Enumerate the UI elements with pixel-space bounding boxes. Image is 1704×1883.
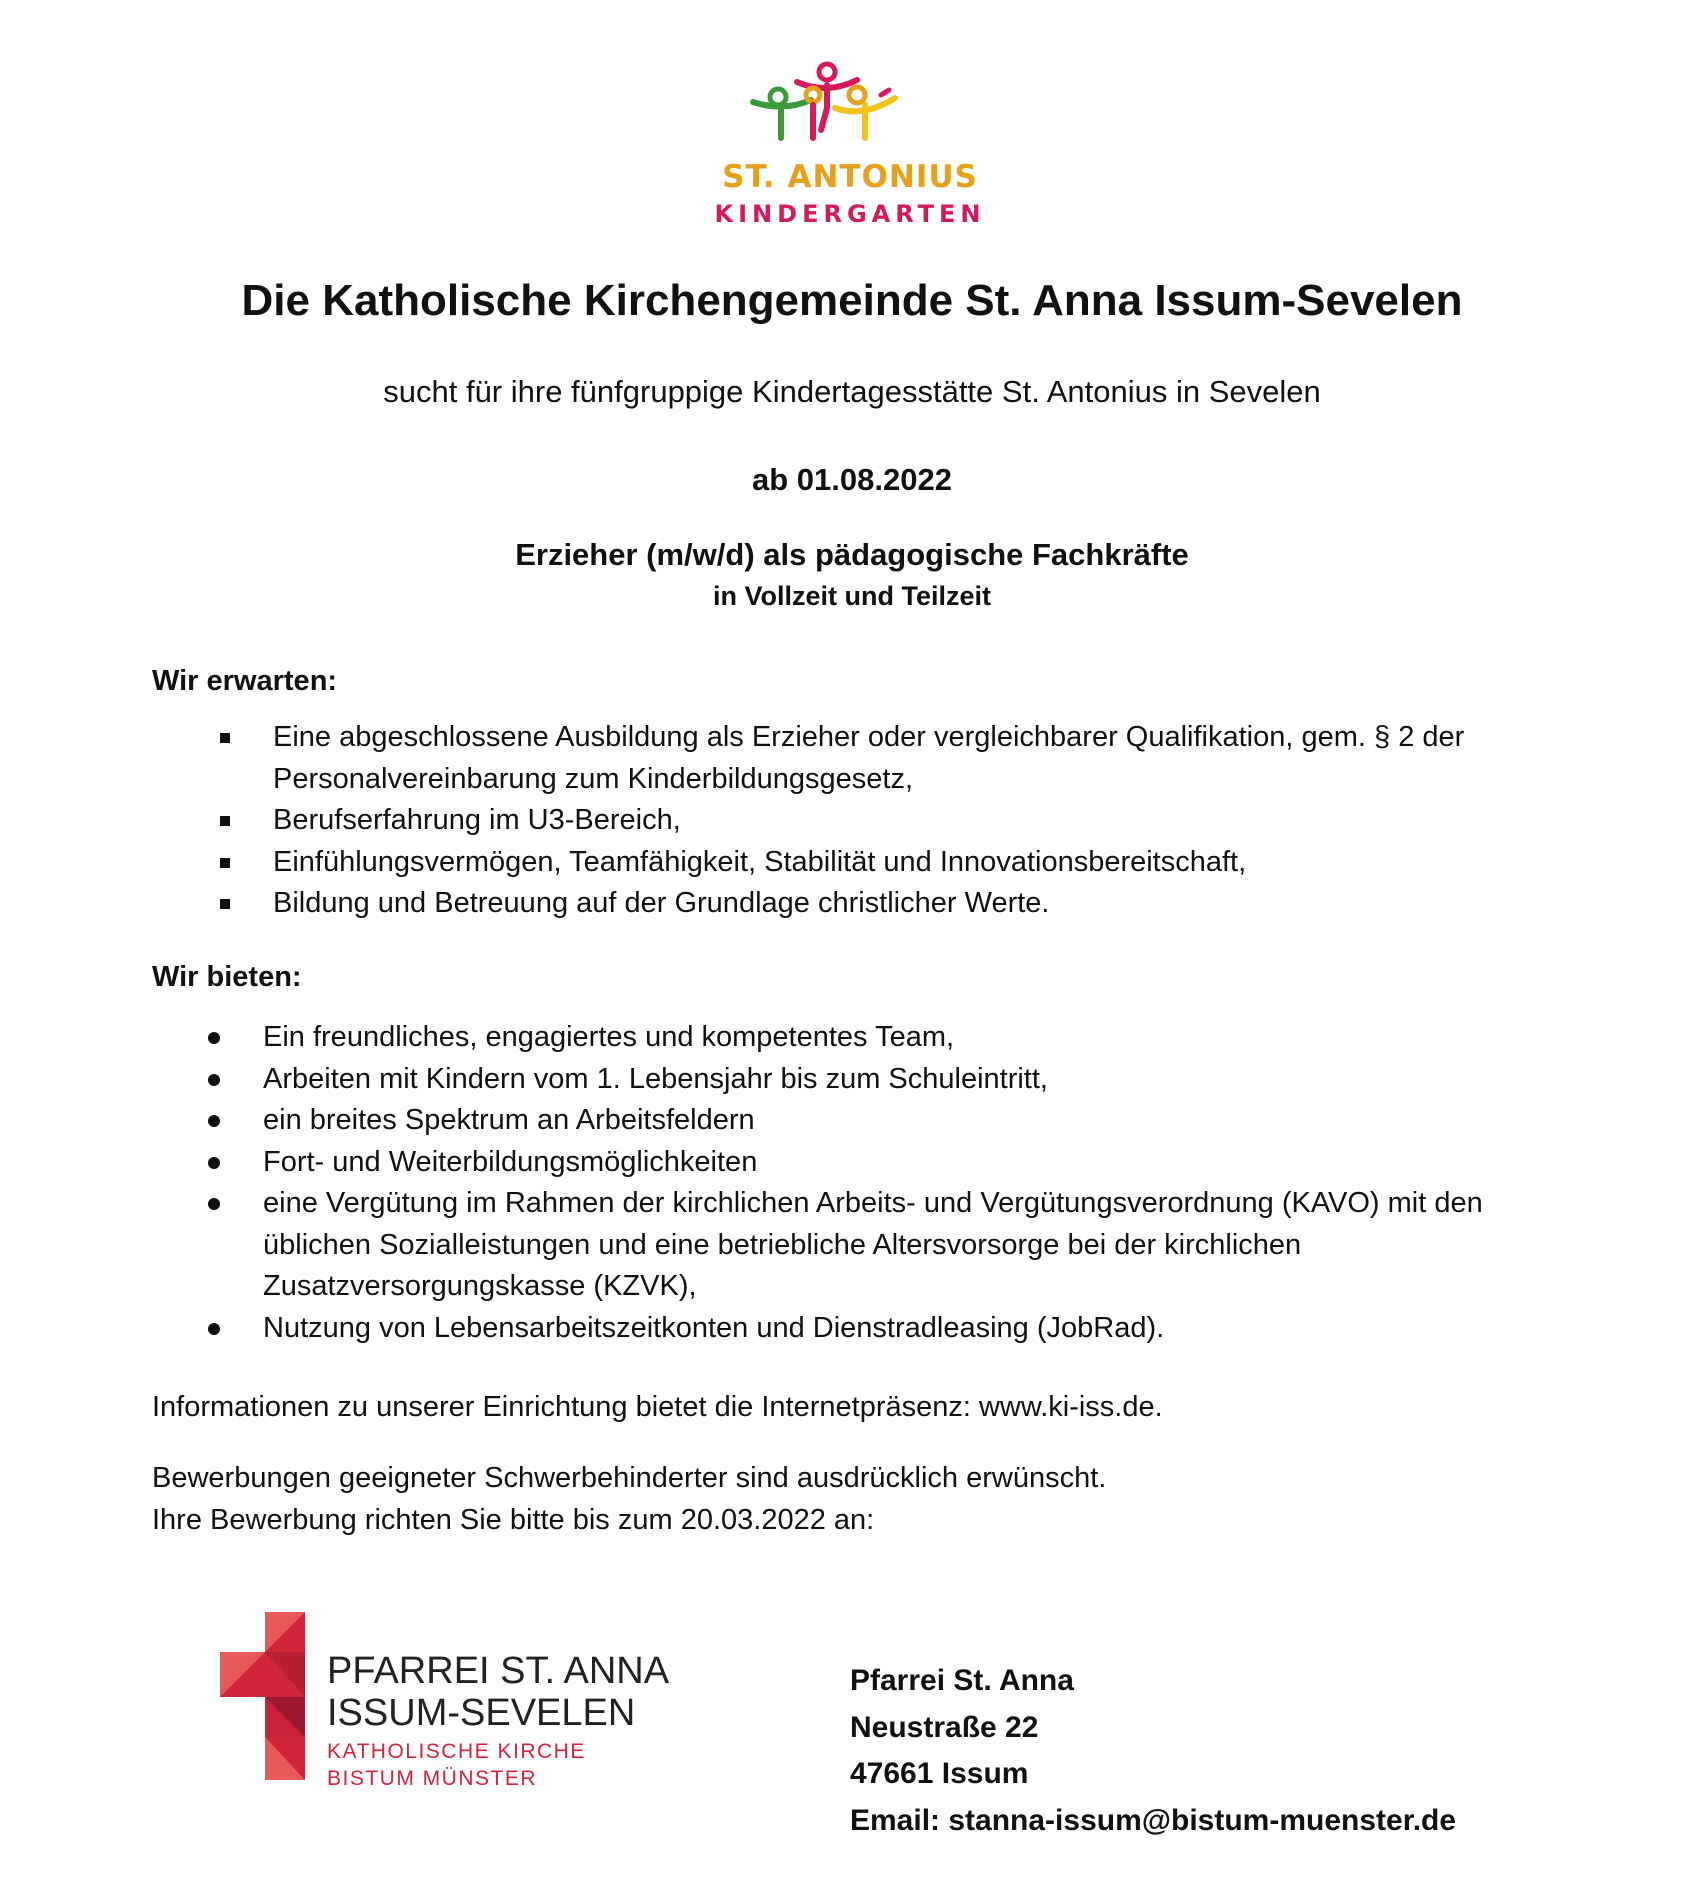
square-bullet-icon <box>220 733 230 743</box>
start-date: ab 01.08.2022 <box>752 462 952 497</box>
position-title: Erzieher (m/w/d) als pädagogische Fachkräfte <box>515 537 1189 572</box>
page-subtitle: sucht für ihre fünfgruppige Kindertagesstätte St. Antonius in Sevelen <box>383 374 1321 409</box>
list-item-text: Berufserfahrung im U3-Bereich, <box>273 804 681 836</box>
round-bullet-icon <box>208 1198 220 1210</box>
parish-logo-church: KATHOLISCHE KIRCHE <box>327 1740 586 1763</box>
kindergarten-logo <box>705 60 995 235</box>
list-item <box>0 883 1573 925</box>
info-text: Informationen zu unserer Einrichtung bietet die Internetpräsenz: www.ki-iss.de. <box>152 1391 1163 1423</box>
list-item <box>0 1308 1563 1350</box>
list-item <box>0 1017 1563 1059</box>
round-bullet-icon <box>208 1157 220 1169</box>
contact-address <box>850 1658 1456 1844</box>
list-item <box>0 842 1573 884</box>
list-item <box>0 1100 1563 1142</box>
parish-logo-diocese: BISTUM MÜNSTER <box>327 1767 537 1790</box>
application-text <box>152 1458 1552 1541</box>
list-item-text: Ein freundliches, engagiertes und kompetentes Team, <box>263 1021 955 1053</box>
list-item <box>0 800 1573 842</box>
parish-logo <box>220 1612 680 1792</box>
square-bullet-icon <box>220 858 230 868</box>
list-item-text: Bildung und Betreuung auf der Grundlage christlicher Werte. <box>273 887 1050 919</box>
parish-logo-location: ISSUM-SEVELEN <box>327 1692 636 1734</box>
square-bullet-icon <box>220 816 230 826</box>
list-item-text: Einfühlungsvermögen, Teamfähigkeit, Stabilität und Innovationsbereitschaft, <box>273 845 1247 878</box>
round-bullet-icon <box>208 1074 220 1086</box>
list-item-text: Arbeiten mit Kindern vom 1. Lebensjahr bis zum Schuleintritt, <box>263 1062 1048 1095</box>
offers-heading: Wir bieten: <box>152 961 302 993</box>
list-item <box>0 1183 1563 1308</box>
list-item <box>0 1059 1563 1101</box>
address-email: Email: stanna-issum@bistum-muenster.de <box>850 1803 1457 1837</box>
list-item-text: eine Vergütung im Rahmen der kirchlichen Arbeits- und Vergütungsverordnung (KAVO) mit den üblichen Sozialleistungen und eine betriebliche Altersvorsorge bei der kirchlichen Zusatzversorgungskasse (KZVK), <box>263 1187 1483 1302</box>
list-item <box>0 717 1573 800</box>
round-bullet-icon <box>208 1032 220 1044</box>
cross-icon <box>220 1612 310 1782</box>
application-line: Ihre Bewerbung richten Sie bitte bis zum 20.03.2022 an: <box>152 1503 875 1536</box>
kindergarten-logo-type: KINDERGARTEN <box>714 200 986 228</box>
square-bullet-icon <box>220 899 230 909</box>
list-item <box>0 1142 1563 1184</box>
offers-list <box>0 1017 1563 1349</box>
round-bullet-icon <box>208 1115 220 1127</box>
list-item-text: Eine abgeschlossene Ausbildung als Erzieher oder vergleichbarer Qualifikation, gem. § 2 der Personalvereinbarung zum Kinderbildungsgesetz, <box>273 721 1465 795</box>
expectations-heading: Wir erwarten: <box>152 665 338 697</box>
list-item-text: Fort- und Weiterbildungsmöglichkeiten <box>263 1145 758 1178</box>
list-item-text: ein breites Spektrum an Arbeitsfeldern <box>263 1104 755 1136</box>
application-line: Bewerbungen geeigneter Schwerbehinderter sind ausdrücklich erwünscht. <box>152 1462 1107 1494</box>
list-item-text: Nutzung von Lebensarbeitszeitkonten und Dienstradleasing (JobRad). <box>263 1311 1165 1344</box>
children-figures-icon <box>705 60 995 160</box>
round-bullet-icon <box>208 1323 220 1335</box>
address-street: Neustraße 22 <box>850 1710 1039 1744</box>
address-city: 47661 Issum <box>850 1757 1029 1790</box>
address-name: Pfarrei St. Anna <box>850 1664 1074 1697</box>
page-title: Die Katholische Kirchengemeinde St. Anna Issum-Sevelen <box>241 276 1463 325</box>
expectations-list <box>0 717 1573 925</box>
parish-logo-name: PFARREI ST. ANNA <box>327 1650 670 1692</box>
kindergarten-logo-name: ST. ANTONIUS <box>722 159 978 195</box>
position-scope: in Vollzeit und Teilzeit <box>712 581 991 611</box>
